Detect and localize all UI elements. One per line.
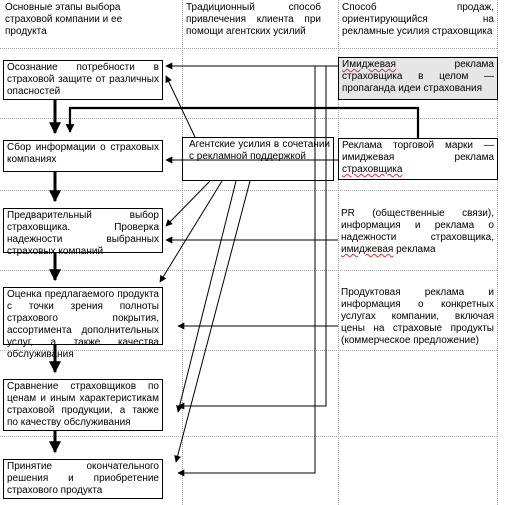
ad-brand-mark-text: страховщика (342, 164, 403, 175)
stage-5-text: Сравнение страховщиков по ценам и иным характеристикам страховой продукции, а также по качеству обслуживания (7, 381, 159, 428)
column-header-advertising-method: Способ продаж, ориентирующийся на рекламные усилия страховщика (342, 2, 494, 37)
column-header-agent-method: Традиционный способ привлечения клиента при помощи агентских усилий (186, 2, 321, 37)
stage-4-text: Оценка предлагаемого продукта с точки зрения полноты страхового покрытия, ассортимента дополнительных услуг, а также качества обслуживания (7, 289, 159, 360)
ad-product-text: Продуктовая реклама и информация о конкретных услугах компании, включая цены на страховые продукты (коммерческое предложение) (341, 287, 494, 346)
arrow-agent-to-stage1 (166, 76, 195, 137)
arrow-image-to-stage6 (178, 66, 315, 473)
stage-1-text: Осознание потребности в страховой защите от различных опасностей (7, 62, 159, 97)
arrow-image-to-stage5 (178, 66, 326, 406)
ad-pr-lead-text: PR (общественные связи), информация и реклама о надежности страховщика, (341, 208, 494, 243)
arrow-brand-loop-to-stage2 (70, 108, 418, 138)
stage-2-text: Сбор информации о страховых компаниях (7, 142, 159, 165)
ad-brand-lead-text: Реклама торговой марки — имиджевая реклама (342, 140, 494, 163)
ad-image-lead-text: Имиджевая (342, 59, 396, 70)
stage-3-text: Предварительный выбор страховщика. Проверка надежности выбранных страховых компаний (7, 210, 159, 257)
agent-efforts-text: Агентские усилия в сочетании с рекламной поддержкой (189, 139, 330, 162)
column-header-stages-text: Основные этапы выбора страховой компании и ее продукта (5, 2, 123, 37)
ad-pr-mark-text: имиджевая (341, 244, 394, 255)
ad-image-rest-text: реклама страховщика в целом — пропаганда идеи страхования (342, 59, 494, 94)
ad-pr-rest-text: реклама (393, 244, 436, 255)
stage-6-text: Принятие окончательного решения и приобретение страхового продукта (7, 461, 159, 496)
arrow-agent-to-stage5 (178, 181, 236, 412)
arrow-agent-to-stage6 (176, 181, 250, 462)
arrow-agent-to-stage3 (166, 181, 210, 226)
arrow-agent-to-stage4 (160, 181, 222, 282)
